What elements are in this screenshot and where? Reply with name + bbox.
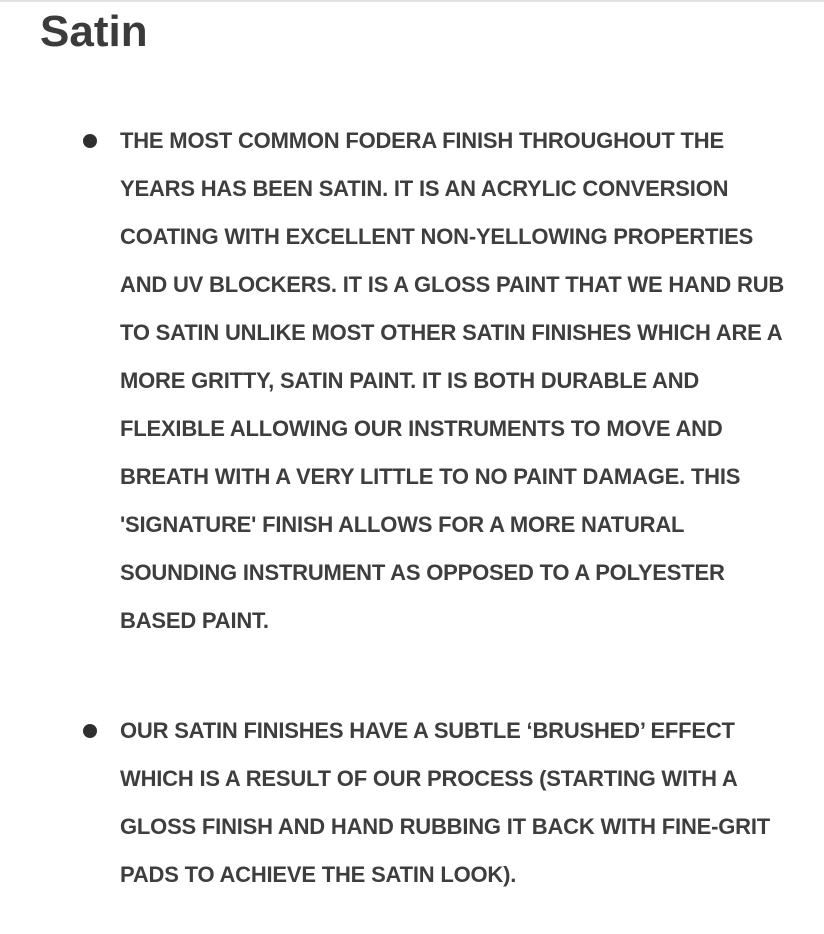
top-divider <box>0 0 824 2</box>
page-title: Satin <box>40 7 148 56</box>
bullet-icon <box>83 134 97 148</box>
list-item-text: THE MOST COMMON FODERA FINISH THROUGHOUT THE YEARS HAS BEEN SATIN. IT IS AN ACRYLIC CONVERSION COATING WITH EXCELLENT NON-YELLOWING PROPERTIES AND UV BLOCKERS. IT IS A GLOSS PAINT THAT WE HAND RUB TO SATIN UNLIKE MOST OTHER SATIN FINISHES WHICH ARE A MORE GRITTY, SATIN PAINT. IT IS BOTH DURABLE AND FLEXIBLE ALLOWING OUR INSTRUMENTS TO MOVE AND BREATH WITH A VERY LITTLE TO NO PAINT DAMAGE. THIS 'SIGNATURE' FINISH ALLOWS FOR A MORE NATURAL SOUNDING INSTRUMENT AS OPPOSED TO A POLYESTER BASED PAINT. <box>120 128 785 633</box>
bullet-icon <box>83 724 97 738</box>
list-item-text: OUR SATIN FINISHES HAVE A SUBTLE ‘BRUSHED’ EFFECT WHICH IS A RESULT OF OUR PROCESS (STARTING WITH A GLOSS FINISH AND HAND RUBBING IT BACK WITH FINE-GRIT PADS TO ACHIEVE THE SATIN LOOK). <box>120 718 770 887</box>
